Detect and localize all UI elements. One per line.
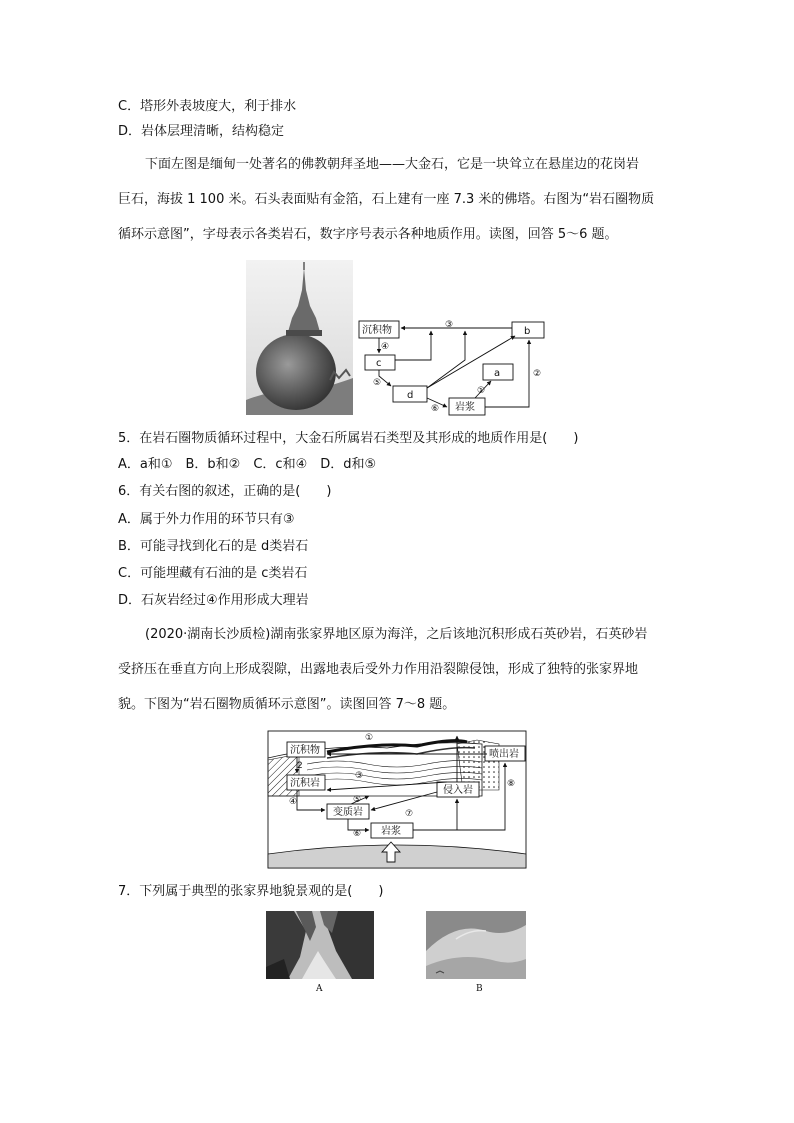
num2-5: ⑤ [353,795,362,805]
option-a-label: A [316,984,323,994]
box-sediment-label: 沉积物 [362,325,392,336]
q6-option-d: D．石灰岩经过④作用形成大理岩 [118,593,309,608]
box2-metamorphic-label: 变质岩 [333,807,363,818]
q4-option-c: C．塔形外表坡度大，利于排水 [118,99,297,114]
intro2-line3: 貌。下图为“岩石圈物质循环示意图”。读图回答 7～8 题。 [118,697,456,712]
intro1-line2: 巨石，海拔 1 100 米。石头表面贴有金箔，石上建有一座 7.3 米的佛塔。右图为“岩石圈物质 [118,192,655,207]
box2-magma-label: 岩浆 [381,826,401,837]
num2-1: ① [365,733,374,743]
box-d-label: d [407,390,414,401]
num2-8: ⑧ [507,779,516,789]
num2-2: 2 [297,761,303,771]
box-b-label: b [524,326,531,337]
num-3: ③ [445,320,454,330]
q7-stem: 7．下列属于典型的张家界地貌景观的是( ) [118,884,384,899]
box-a-label: a [494,368,501,379]
box-magma-label: 岩浆 [455,402,475,413]
num-4: ④ [381,342,390,352]
option-b-photo [426,911,526,979]
box2-sedimentary-label: 沉积岩 [290,778,320,789]
intro1-line1: 下面左图是缅甸一处著名的佛教朝拜圣地——大金石，它是一块耸立在悬崖边的花岗岩 [145,157,640,172]
golden-rock-photo [246,260,353,415]
box2-intrusive-label: 侵入岩 [443,785,473,796]
num2-4: ④ [289,797,298,807]
box2-extrusive-label: 喷出岩 [489,749,519,760]
q5-options: A．a和① B．b和② C．c和④ D．d和⑤ [118,457,377,472]
intro2-line1: (2020·湖南长沙质检)湖南张家界地区原为海洋，之后该地沉积形成石英砂岩，石英砂岩 [145,627,648,642]
num2-6: ⑥ [353,829,362,839]
num2-7: ⑦ [405,809,414,819]
num2-3: ③ [355,771,364,781]
option-b-label: B [476,984,483,994]
q6-option-b: B．可能寻找到化石的是 d类岩石 [118,539,309,554]
option-a-photo [266,911,374,979]
rock-cycle-diagram-1 [355,318,550,418]
q6-option-a: A．属于外力作用的环节只有③ [118,512,295,527]
num-5: ⑤ [373,378,382,388]
box-c-label: c [376,358,382,369]
q5-stem: 5．在岩石圈物质循环过程中，大金石所属岩石类型及其形成的地质作用是( ) [118,431,579,446]
q6-option-c: C．可能埋藏有石油的是 c类岩石 [118,566,308,581]
intro2-line2: 受挤压在垂直方向上形成裂隙，出露地表后受外力作用沿裂隙侵蚀，形成了独特的张家界地 [118,662,639,677]
box2-sediment-label: 沉积物 [290,745,320,756]
num-1: ① [477,386,486,396]
rock-cycle-diagram-2 [267,730,529,870]
q4-option-d: D．岩体层理清晰，结构稳定 [118,124,285,139]
q6-stem: 6．有关右图的叙述，正确的是( ) [118,484,332,499]
num-2: ② [533,369,542,379]
num-6: ⑥ [431,404,440,414]
intro1-line3: 循环示意图”，字母表示各类岩石，数字序号表示各种地质作用。读图，回答 5～6 题。 [118,227,618,242]
